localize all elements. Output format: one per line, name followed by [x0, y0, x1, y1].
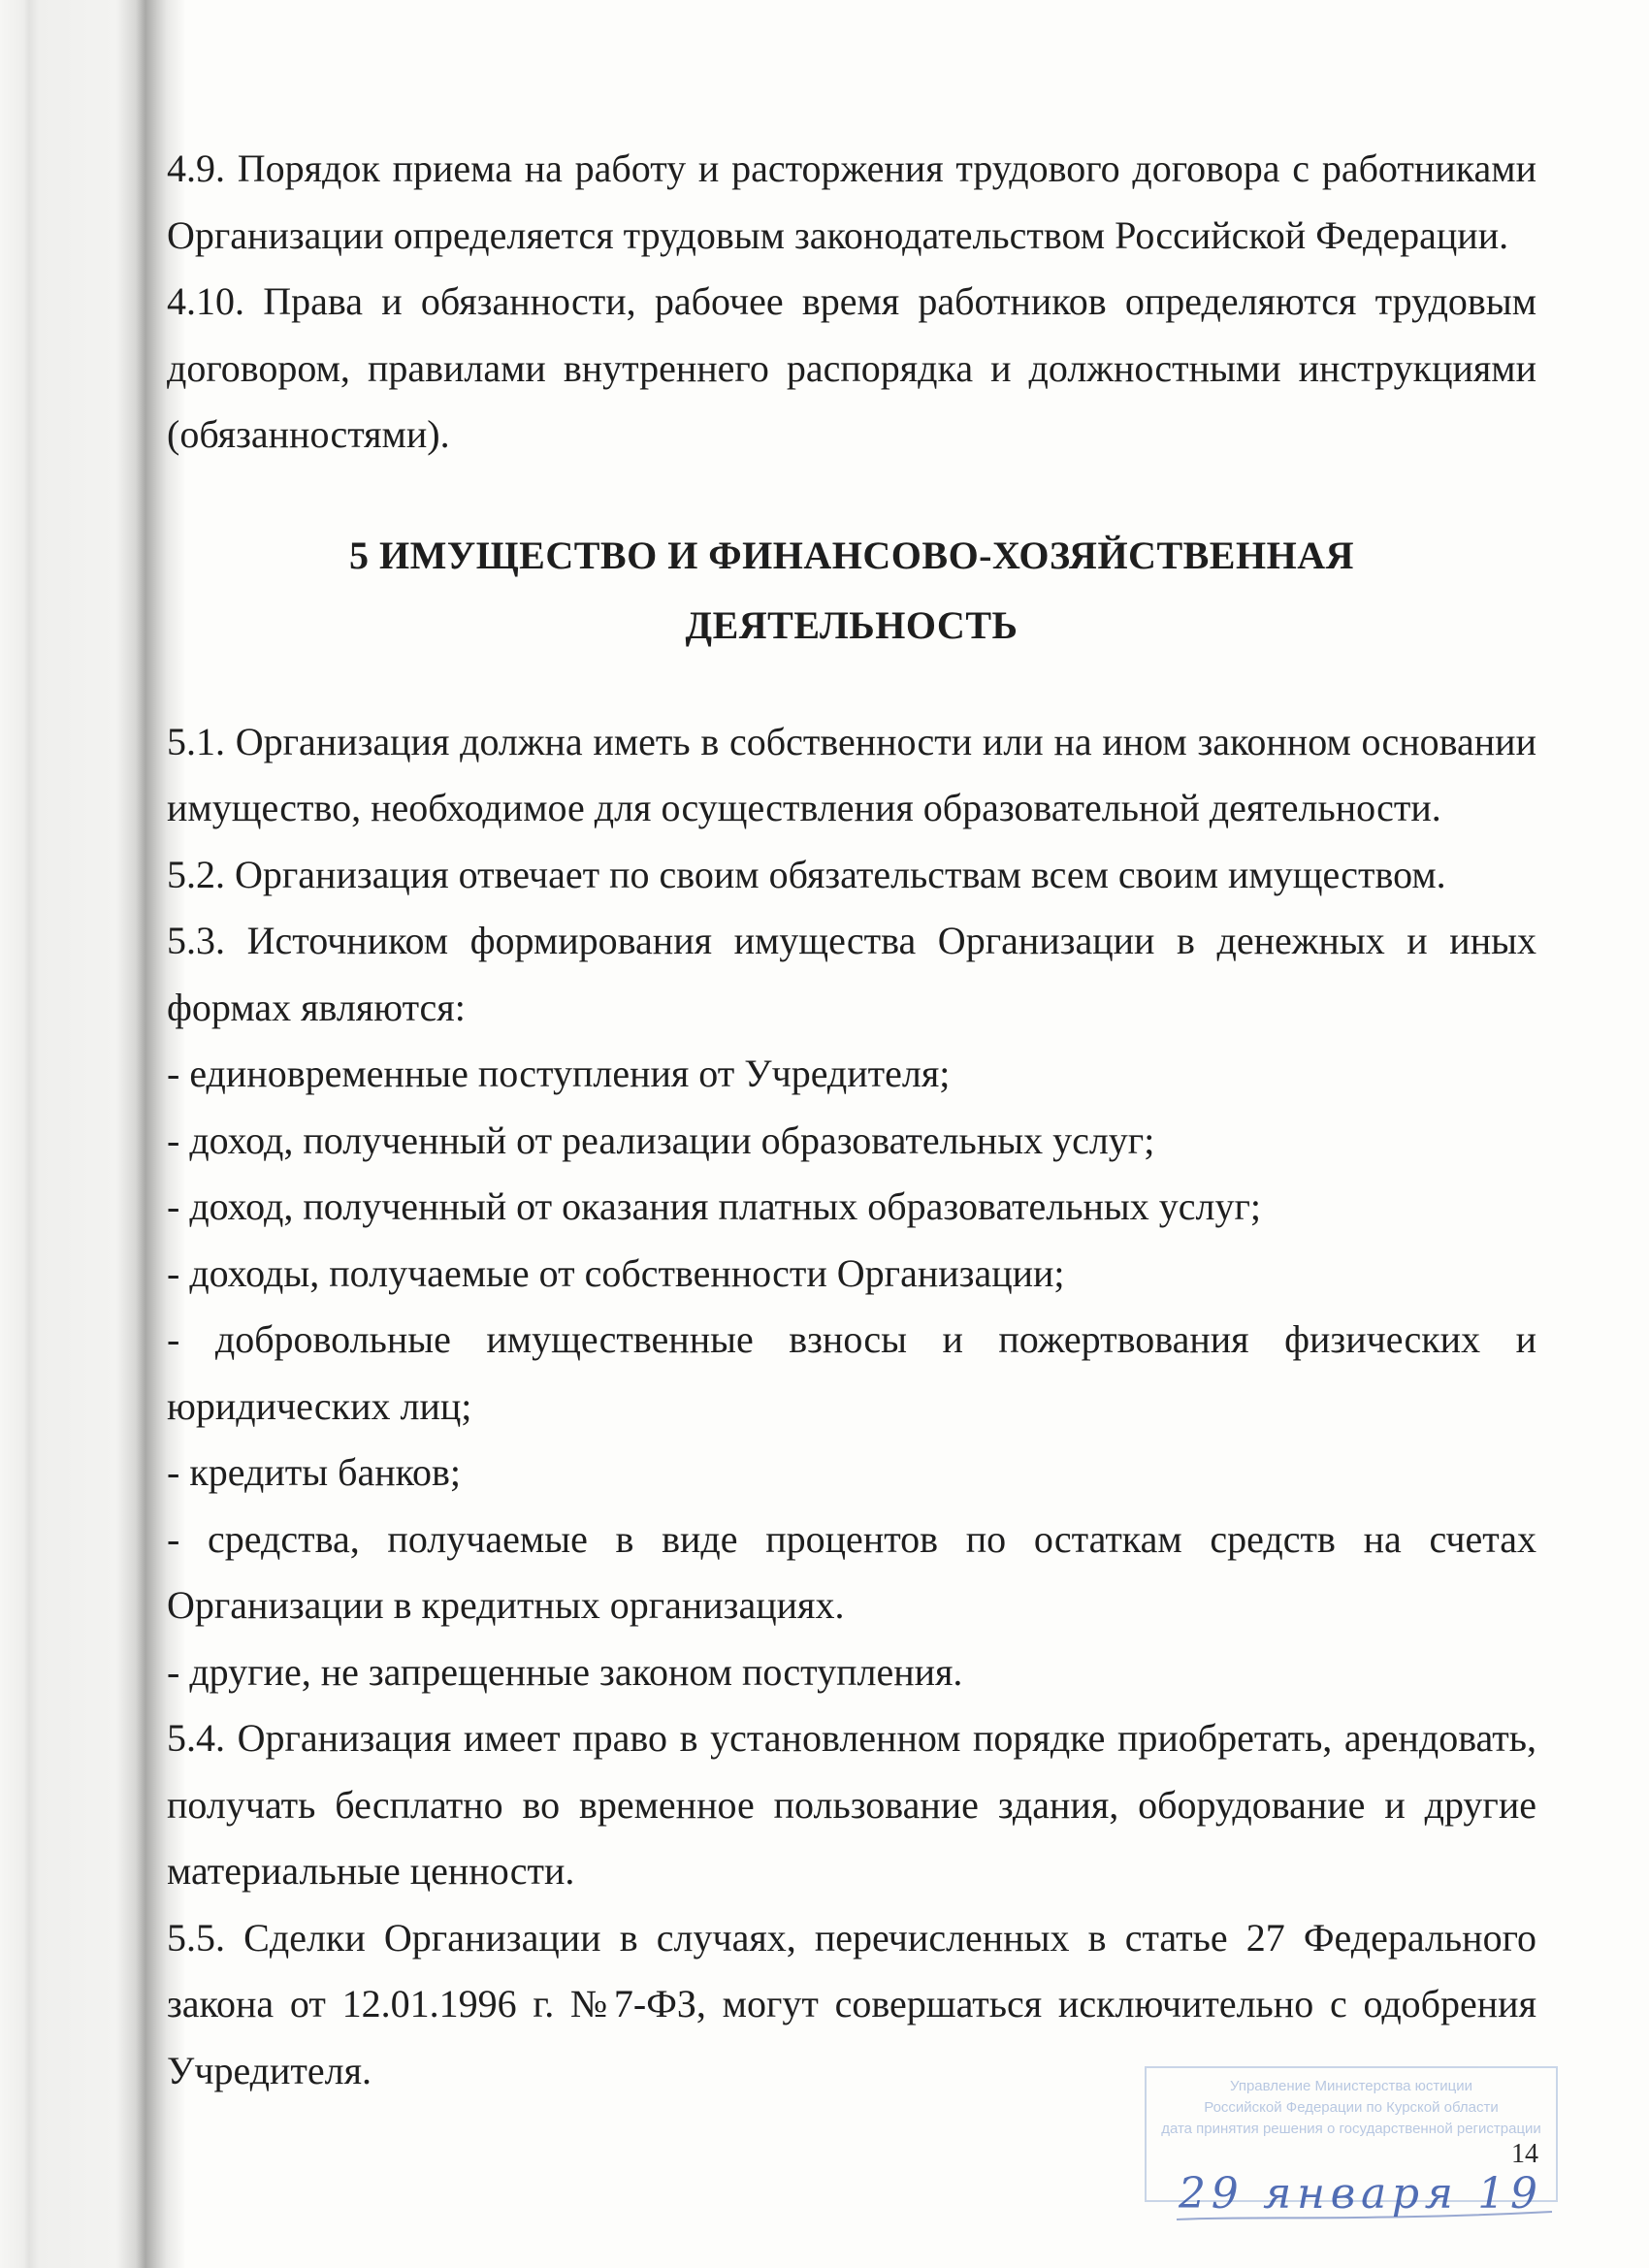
paragraph-4-9: 4.9. Порядок приема на работу и расторжения трудового договора с работниками Организации определяется трудовым законодательством Российской Федерации.: [167, 146, 1536, 257]
handwritten-date-text: 29 января 19: [1179, 2169, 1537, 2219]
paragraph-5-2: 5.2. Организация отвечает по своим обязательствам всем своим имуществом.: [167, 852, 1446, 896]
list-item: - доходы, получаемые от собственности Организации;: [167, 1250, 1065, 1295]
document-body: [167, 136, 1536, 2104]
section-heading: [167, 521, 1536, 661]
paragraph-5-3: 5.3. Источником формирования имущества Организации в денежных и иных формах являются:: [167, 919, 1536, 1029]
list-item: - добровольные имущественные взносы и пожертвования физических и юридических лиц;: [167, 1317, 1536, 1428]
list-item: - другие, не запрещенные законом поступления.: [167, 1649, 963, 1694]
paragraph-5-1: 5.1. Организация должна иметь в собственности или на ином законном основании имущество, необходимое для осуществления образовательной деятельности.: [167, 719, 1536, 829]
list-item: - доход, полученный от реализации образовательных услуг;: [167, 1118, 1155, 1162]
section-heading-line2: ДЕЯТЕЛЬНОСТЬ: [685, 602, 1018, 647]
page-number: 14: [1511, 2139, 1538, 2169]
handwritten-date-signature: [1169, 2161, 1557, 2229]
paragraph-5-5: 5.5. Сделки Организации в случаях, перечисленных в статье 27 Федерального закона от 12.01.1996 г. №7-ФЗ, могут совершаться исключительно с одобрения Учредителя.: [167, 1915, 1536, 2092]
stamp-line: Управление Министерства юстиции: [1229, 2078, 1472, 2094]
section-heading-line1: 5 ИМУЩЕСТВО И ФИНАНСОВО-ХОЗЯЙСТВЕННАЯ: [349, 533, 1354, 577]
list-item: - единовременные поступления от Учредителя;: [167, 1052, 951, 1095]
stamp-line: Российской Федерации по Курской области: [1204, 2099, 1499, 2116]
list-item: - средства, получаемые в виде процентов по остаткам средств на счетах Организации в кредитных организациях.: [167, 1516, 1536, 1627]
stamp-line: дата принятия решения о государственной регистрации: [1161, 2121, 1541, 2137]
paragraph-5-4: 5.4. Организация имеет право в установленном порядке приобретать, арендовать, получать бесплатно во временное пользование здания, оборудование и другие материальные ценности.: [167, 1716, 1536, 1893]
list-item: - кредиты банков;: [167, 1450, 462, 1494]
binding-shadow: [0, 0, 184, 2268]
list-item: - доход, полученный от оказания платных образовательных услуг;: [167, 1184, 1262, 1228]
paragraph-4-10: 4.10. Права и обязанности, рабочее время работников определяются трудовым договором, правилами внутреннего распорядка и должностными инструкциями (обязанностями).: [167, 279, 1536, 456]
